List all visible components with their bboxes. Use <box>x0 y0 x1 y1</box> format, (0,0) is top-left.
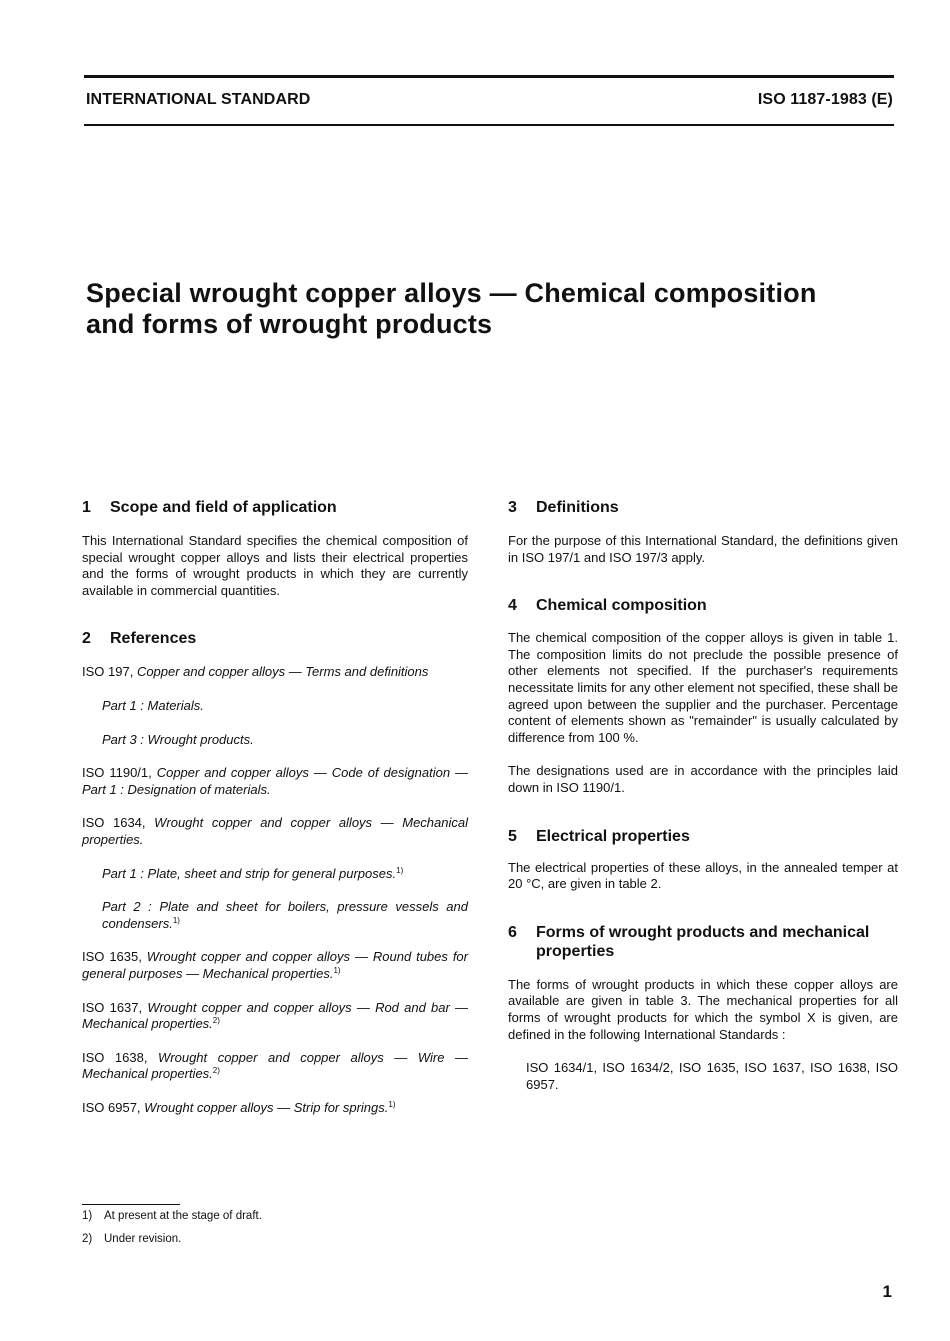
reference-item: ISO 1638, Wrought copper and copper alloys — Wire — Mechanical properties.$^{2)}$ <box>82 1049 468 1082</box>
section-2-heading <box>82 629 468 648</box>
reference-item: ISO 197, Copper and copper alloys — Terms and definitions <box>82 664 429 680</box>
section-title: Forms of wrought products and mechanical properties <box>536 923 870 960</box>
title-line-2: and forms of wrought products <box>86 309 493 339</box>
section-6-text: The forms of wrought products in which these copper alloys are available are given in table 3. The mechanical properties for all forms of wrought products for which the symbol X is given, are defined in the following International Standards : <box>508 976 898 1042</box>
footnote-text: At present at the stage of draft. <box>104 1210 262 1222</box>
section-number: 5 <box>508 827 517 845</box>
section-number: 6 <box>508 923 517 941</box>
section-1-text: This International Standard specifies the chemical composition of special wrought copper alloys and lists their electrical properties and the forms of wrought products in which they are currently available in commercial quantities. <box>82 533 468 598</box>
section-number: 3 <box>508 499 517 516</box>
page-number: 1 <box>882 1282 892 1301</box>
section-6-heading <box>508 923 898 961</box>
right-column <box>508 498 898 1093</box>
section-number: 4 <box>508 597 517 615</box>
header-top-rule <box>84 75 894 78</box>
section-title: Scope and field of application <box>110 499 337 516</box>
footnote-ref: 1) <box>396 865 404 875</box>
section-1-heading <box>82 498 468 517</box>
footnote-text: Under revision. <box>104 1233 182 1245</box>
reference-item: ISO 1637, Wrought copper and copper alloys — Rod and bar — Mechanical properties.$^{2)}$ <box>82 999 468 1032</box>
footnote-mark: 1) <box>82 1210 93 1222</box>
reference-subitem: Part 3 : Wrought products. <box>102 731 254 747</box>
footnote-ref: 1) <box>172 915 180 925</box>
section-number: 1 <box>82 499 91 516</box>
footnote-ref: 1) <box>388 1099 396 1109</box>
section-title: Definitions <box>536 499 619 516</box>
section-3-heading <box>508 498 898 517</box>
document-type-label: INTERNATIONAL STANDARD <box>86 91 311 108</box>
footnote-2 <box>82 1233 181 1245</box>
document-title <box>86 278 906 340</box>
section-title: Chemical composition <box>536 597 707 615</box>
reference-subitem: Part 2 : Plate and sheet for boilers, pressure vessels and condensers.$^{1)}$ <box>102 899 468 931</box>
standards-list: ISO 1634/1, ISO 1634/2, ISO 1635, ISO 1637, ISO 1638, ISO 6957. <box>526 1060 898 1092</box>
footnote-ref: 2) <box>212 1066 220 1076</box>
reference-item: ISO 1190/1, Copper and copper alloys — Code of designation — Part 1 : Designation of materials. <box>82 765 468 797</box>
title-line-1: Special wrought copper alloys — Chemical composition <box>86 278 817 308</box>
reference-subitem: Part 1 : Plate, sheet and strip for general purposes.$^{1)}$ <box>102 865 404 881</box>
standard-number: ISO 1187-1983 (E) <box>757 91 893 108</box>
footnote-mark: 2) <box>82 1233 93 1245</box>
footnote-ref: 1) <box>333 965 341 975</box>
section-4-text-2: The designations used are in accordance with the principles laid down in ISO 1190/1. <box>508 763 898 795</box>
footnote-1 <box>82 1210 262 1222</box>
section-5-text: The electrical properties of these alloys, in the annealed temper at 20 °C, are given in table 2. <box>508 859 898 892</box>
section-title: Electrical properties <box>536 827 690 845</box>
section-4-text: The chemical composition of the copper alloys is given in table 1. The composition limits do not preclude the possible presence of other elements not specified. If the purchaser's requirements necessitate limits for any other element not specified, these shall be agreed upon between the supplier and the purchaser. Percentage content of elements shown as "remainder" is usually calculated by difference from 100 %. <box>508 630 898 745</box>
reference-item: ISO 1634, Wrought copper and copper alloys — Mechanical properties. <box>82 815 468 847</box>
footnote-rule <box>82 1204 180 1205</box>
section-4-heading <box>508 596 898 615</box>
footnote-ref: 2) <box>212 1016 220 1026</box>
reference-item: ISO 1635, Wrought copper and copper alloys — Round tubes for general purposes — Mechanical properties.$^{1)}$ <box>82 949 468 981</box>
reference-subitem: Part 1 : Materials. <box>102 697 204 713</box>
section-5-heading <box>508 827 898 846</box>
reference-item: ISO 6957, Wrought copper alloys — Strip for springs.$^{1)}$ <box>82 1099 396 1115</box>
section-3-text: For the purpose of this International Standard, the definitions given in ISO 197/1 and ISO 197/3 apply. <box>508 533 898 565</box>
section-number: 2 <box>82 630 91 648</box>
left-column <box>82 498 468 1116</box>
header-bottom-rule <box>84 124 894 126</box>
section-title: References <box>110 630 197 648</box>
